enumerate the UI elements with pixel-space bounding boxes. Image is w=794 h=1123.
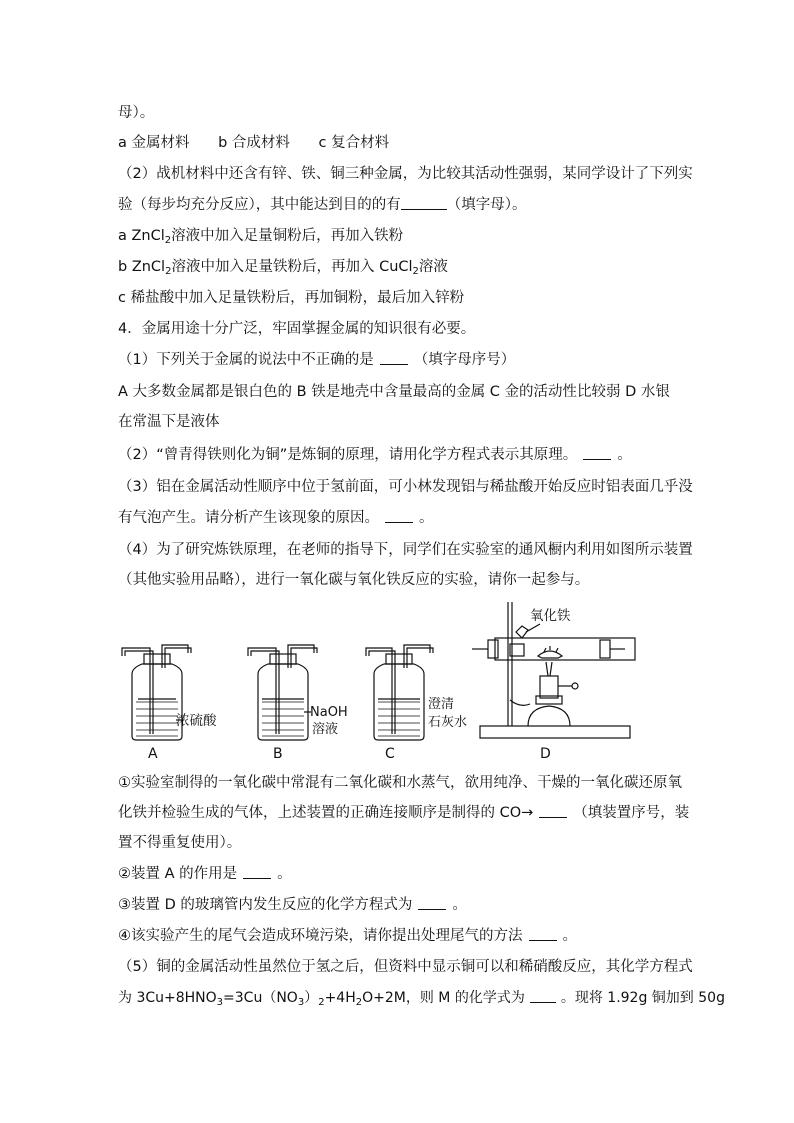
question-4-1-text: （1）下列关于金属的说法中不正确的是 [118,352,374,368]
question-2-hint: （填字母）。 [446,197,527,213]
option-b-text-end: 溶液 [418,259,448,275]
question-4-4-1-text: 化铁并检验生成的气体，上述装置的正确连接顺序是制得的 CO→ [118,805,534,821]
subscript: 2 [165,266,172,277]
question-4-3-line-2 [118,508,434,528]
question-4-2-text: （2）“曾青得铁则化为铜”是炼铜的原理，请用化学方程式表示其原理。 [118,447,578,463]
question-4-4-4-text: ④该实验产生的尾气会造成环境污染，请你提出处理尾气的方法 [118,928,523,944]
question-4-1 [118,350,515,370]
answer-blank-4-1[interactable] [380,350,408,365]
option-b-formula: b ZnCl [118,259,166,275]
question-4-4-2-text: ②装置 A 的作用是 [118,866,238,882]
option-b-text: 溶液中加入足量铁粉后，再加入 CuCl [171,259,413,275]
question-2-text: 验（每步均充分反应），其中能达到目的的有 [118,197,401,213]
question-4-4-line-2: （其他实验用品略），进行一氧化碳与氧化铁反应的实验，请你一起参与。 [118,572,590,588]
option-line-b [118,257,448,277]
apparatus-figure [110,596,650,764]
bottle-b [248,645,317,740]
question-4-1-options: A 大多数金属都是银白色的 B 铁是地壳中含量最高的金属 C 金的活动性比较弱 D 水银 [118,384,670,400]
answer-blank-4-2[interactable] [583,445,611,460]
subscript: 3 [216,997,224,1008]
option-line-a [118,226,403,246]
option-a-text: 溶液中加入足量铜粉后，再加入铁粉 [171,228,404,244]
label-b-desc-1: NaOH [310,705,348,720]
label-a-desc: 浓硫酸 [176,713,217,729]
label-c: C [385,746,395,762]
option-line-c: c 稀盐酸中加入足量铁粉后，再加铜粉，最后加入锌粉 [118,290,465,306]
equation-part: =3Cu（NO [223,990,298,1006]
question-4-4-1-hint: （填装置序号，装 [573,805,690,821]
period: 。 [419,510,434,526]
answer-blank-4-5[interactable] [530,988,556,1003]
option-a-formula: a ZnCl [118,228,165,244]
label-d-desc: 氧化铁 [530,608,571,624]
question-4-5-text: O+2M，则 M 的化学式为 [362,990,525,1006]
question-4-3-line-1: （3）铝在金属活动性顺序中位于氢前面，可小林发现铝与稀盐酸开始反应时铝表面几乎没 [118,479,693,495]
equation-part: ） [304,990,319,1006]
question-4-4-2 [118,864,292,884]
period: 。 [277,866,292,882]
period: 。 [617,447,632,463]
option-b: b 合成材料 [218,135,290,151]
answer-blank-4-3[interactable] [385,508,413,523]
label-c-desc-2: 石灰水 [428,715,468,730]
answer-blank-4-4-4[interactable] [529,926,557,941]
question-4-4-1-line-2 [118,803,689,823]
question-4-3-text: 有气泡产生。请分析产生该现象的原因。 [118,510,379,526]
bottle-c [366,645,433,740]
question-4-4-4 [118,926,577,946]
option-list-materials [118,133,413,153]
label-b: B [273,746,283,762]
subscript: 2 [318,997,325,1008]
period: 。 [452,897,467,913]
question-4-5-text-end: 。现将 1.92g 铜加到 50g [560,990,725,1006]
answer-blank-4-4-3[interactable] [418,895,446,910]
label-a: A [148,746,158,762]
answer-blank-4-4-2[interactable] [243,864,271,879]
question-4-1-hint: （填字母序号） [413,352,516,368]
question-2-line-2 [118,195,527,215]
subscript: 2 [164,235,172,246]
question-4-1-options-cont: 在常温下是液体 [118,414,220,430]
question-2-line-1: （2）战机材料中还含有锌、铁、铜三种金属，为比较其活动性强弱，某同学设计了下列实 [118,166,693,182]
equation-part: 为 3Cu+8HNO [118,990,217,1006]
question-4-5-line-2 [118,988,725,1008]
answer-blank-q2[interactable] [401,195,447,210]
subscript: 3 [297,997,305,1008]
label-d: D [540,746,551,762]
question-4-4-3-text: ③装置 D 的玻璃管内发生反应的化学方程式为 [118,897,413,913]
option-a: a 金属材料 [118,135,190,151]
question-4-4-1-line-3: 置不得重复使用）。 [118,835,242,851]
label-c-desc-1: 澄清 [428,697,455,712]
question-4-title: 4．金属用途十分广泛，牢固掌握金属的知识很有必要。 [118,321,476,337]
question-4-5-line-1: （5）铜的金属活动性虽然位于氢之后，但资料中显示铜可以和稀硝酸反应，其化学方程式 [118,959,693,975]
option-c: c 复合材料 [318,135,390,151]
equation-part: +4H [324,990,356,1006]
question-4-4-1-line-1: ①实验室制得的一氧化碳中常混有二氧化碳和水蒸气，欲用纯净、干燥的一氧化碳还原氧 [118,775,682,791]
answer-blank-4-4-1[interactable] [539,803,567,818]
label-b-desc-2: 溶液 [312,722,339,737]
question-4-4-line-1: （4）为了研究炼铁原理，在老师的指导下，同学们在实验室的通风橱内利用如图所示装置 [118,542,693,558]
text-line-1: 母）。 [118,105,155,121]
subscript: 2 [412,266,419,277]
question-4-2 [118,445,632,465]
question-4-4-3 [118,895,467,915]
period: 。 [562,928,577,944]
subscript: 2 [355,997,363,1008]
